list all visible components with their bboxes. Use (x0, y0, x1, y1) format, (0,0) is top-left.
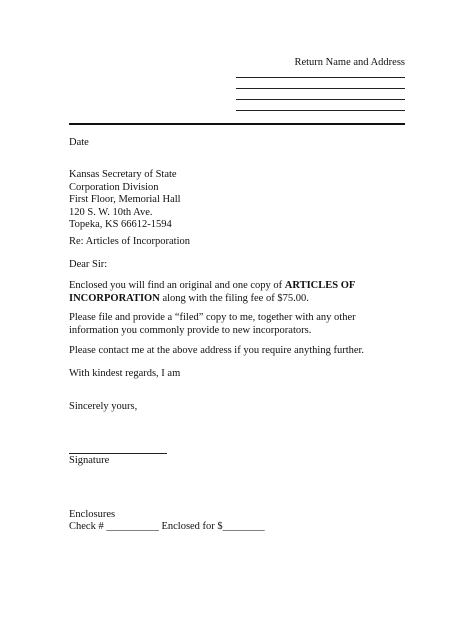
signature-label: Signature (69, 455, 110, 466)
body-paragraph-enclosed (69, 280, 405, 305)
articles-of-incorporation-emphasis: ARTICLES OF INCORPORATION (69, 280, 355, 304)
date-label: Date (69, 137, 89, 148)
enclosures-label: Enclosures (69, 509, 116, 520)
return-address-line (236, 110, 405, 111)
salutation: Dear Sir: (69, 259, 108, 270)
return-address-title: Return Name and Address (294, 57, 405, 68)
body-paragraph-regards: With kindest regards, I am (69, 368, 181, 379)
return-address-block (236, 57, 405, 70)
signature-line (69, 453, 167, 454)
closing: Sincerely yours, (69, 401, 138, 412)
recipient-line: First Floor, Memorial Hall (69, 194, 181, 206)
return-address-line (236, 88, 405, 89)
return-address-line (236, 77, 405, 78)
check-enclosure-line: Check # __________ Enclosed for $________ (69, 521, 265, 532)
recipient-line: Topeka, KS 66612-1594 (69, 219, 172, 231)
header-divider (69, 123, 405, 125)
subject-line: Re: Articles of Incorporation (69, 236, 191, 247)
paragraph-text: along with the filing fee of $75.00. (159, 292, 309, 304)
recipient-address (69, 169, 181, 232)
paragraph-text: Enclosed you will find an original and one copy of (69, 280, 285, 291)
recipient-line: Kansas Secretary of State (69, 169, 177, 180)
body-paragraph-filed-copy: Please file and provide a “filed” copy to me, together with any other information you commonly provide to new incorporators. (69, 312, 356, 336)
recipient-line: 120 S. W. 10th Ave. (69, 206, 153, 218)
body-paragraph-contact: Please contact me at the above address if you require anything further. (69, 345, 365, 356)
return-address-line (236, 99, 405, 100)
recipient-line: Corporation Division (69, 181, 159, 193)
